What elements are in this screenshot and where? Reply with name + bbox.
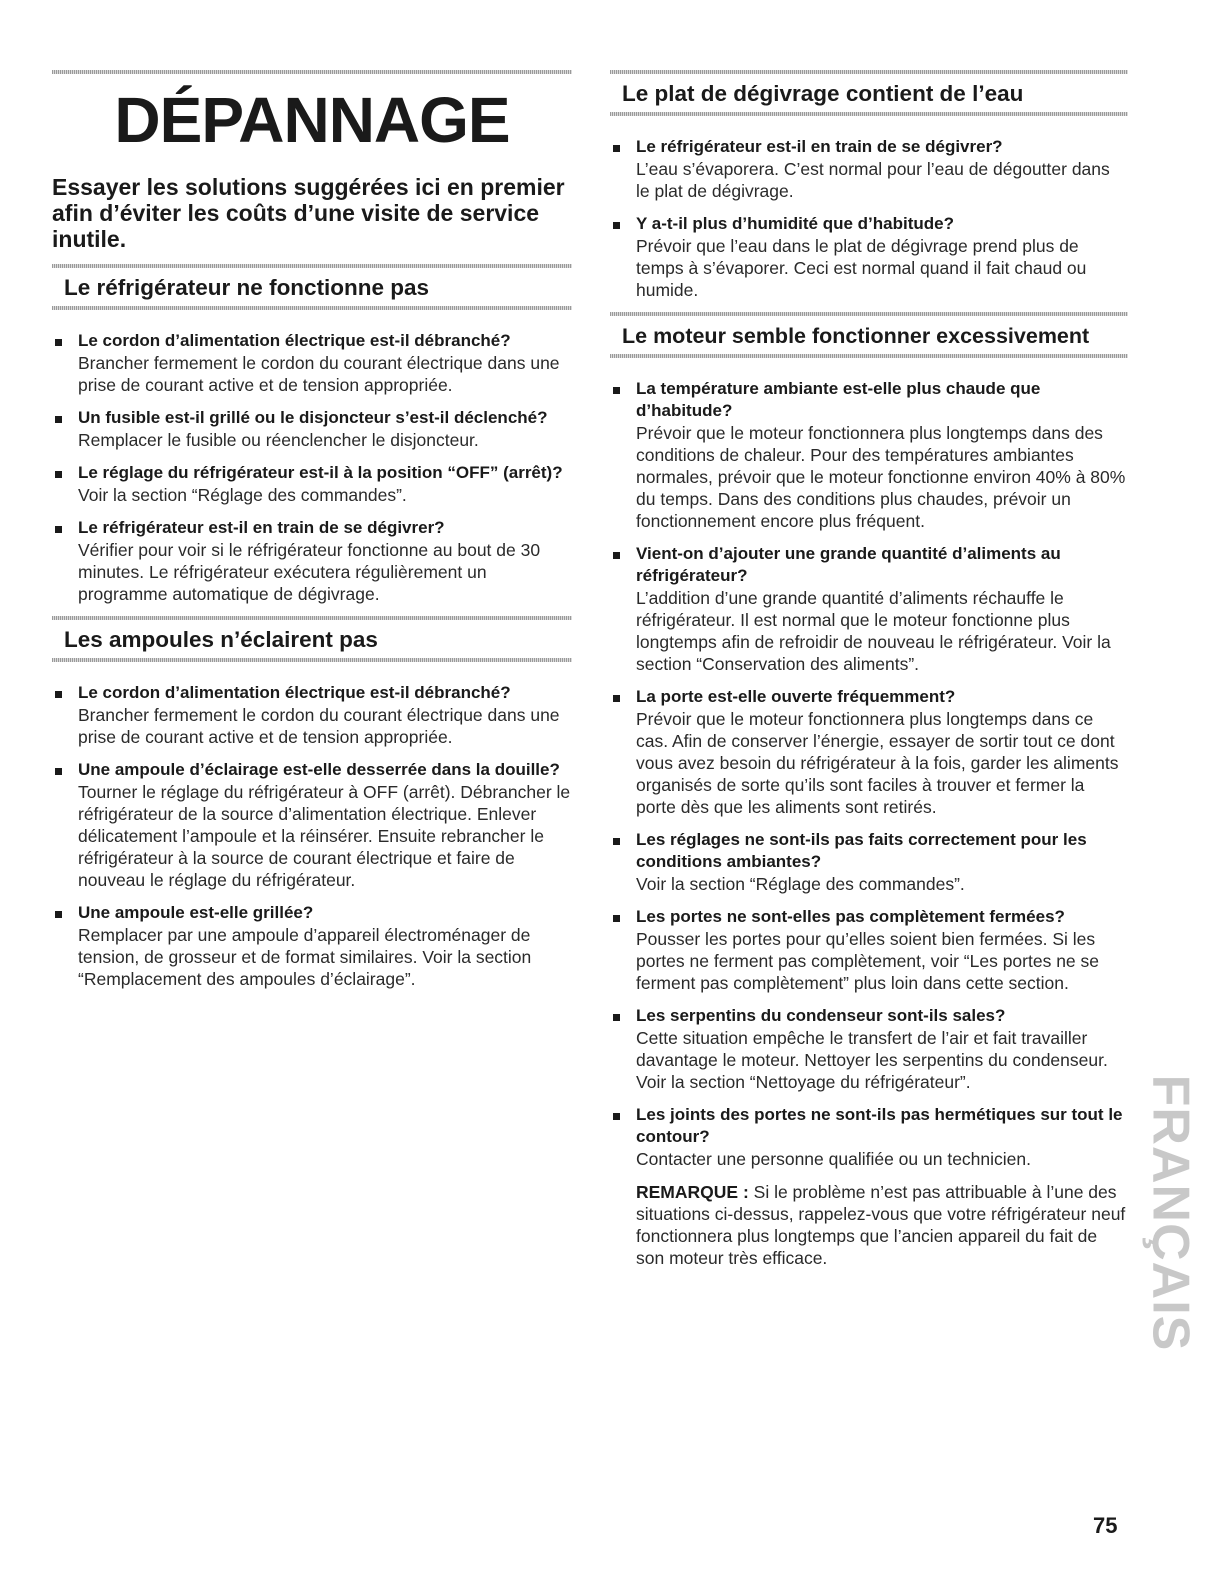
square-bullet-icon [55, 416, 62, 423]
question: Vient-on d’ajouter une grande quantité d’aliments au réfrigérateur? [636, 544, 1061, 585]
list-item [610, 906, 1128, 994]
question: Le réglage du réfrigérateur est-il à la position “OFF” (arrêt)? [78, 463, 563, 482]
square-bullet-icon [55, 768, 62, 775]
section-title: Le moteur semble fonctionner excessivement [622, 324, 1090, 348]
square-bullet-icon [55, 526, 62, 533]
section-moteur-excessif [610, 312, 1128, 1269]
divider [610, 112, 1128, 116]
section-plat-de-degivrage [610, 70, 1128, 301]
section-refrigerateur-ne-fonctionne-pas [52, 264, 572, 605]
list-item [52, 517, 572, 605]
answer: L’addition d’une grande quantité d’aliments réchauffe le réfrigérateur. Il est normal que le moteur fonctionne plus longtemps afin de refroidir de nouveau le réfrigérateur. Voir la section “Conservation des aliments”. [636, 588, 1111, 674]
language-label: FRANÇAIS [1141, 1074, 1200, 1352]
question: La porte est-elle ouverte fréquemment? [636, 687, 956, 706]
answer: Prévoir que le moteur fonctionnera plus longtemps dans ce cas. Afin de conserver l’énergie, essayer de sortir tout ce dont vous avez besoin du réfrigérateur à la fois, garder les aliments organisés de sorte qu’ils sont faciles à trouver et fermer la porte dès que les aliments sont retirés. [636, 709, 1119, 817]
section-title: Le plat de dégivrage contient de l’eau [622, 81, 1024, 106]
question: La température ambiante est-elle plus chaude que d’habitude? [636, 379, 1041, 420]
answer: Brancher fermement le cordon du courant électrique dans une prise de courant active et de tension appropriée. [78, 705, 560, 747]
remarque-note [636, 1181, 1128, 1269]
square-bullet-icon [613, 838, 620, 845]
page-number: 75 [1093, 1513, 1118, 1538]
answer: Cette situation empêche le transfert de l’air et fait travailler davantage le moteur. Nettoyer les serpentins du condenseur. Voir la section “Nettoyage du réfrigérateur”. [636, 1028, 1108, 1092]
note-text: Si le problème n’est pas attribuable à l’une des situations ci-dessus, rappelez-vous que votre réfrigérateur neuf fonctionnera plus longtemps que l’ancien appareil du fait de son moteur très efficace. [636, 1182, 1126, 1268]
left-column [52, 70, 572, 1001]
question: Le cordon d’alimentation électrique est-il débranché? [78, 683, 511, 702]
divider [52, 70, 572, 74]
question: Une ampoule d’éclairage est-elle desserrée dans la douille? [78, 760, 560, 779]
answer: Tourner le réglage du réfrigérateur à OFF (arrêt). Débrancher le réfrigérateur de la source d’alimentation électrique. Enlever délicatement l’ampoule et la réinsérer. Ensuite rebrancher le réfrigérateur à la source de courant électrique et faire de nouveau le réglage du réfrigérateur. [78, 782, 571, 890]
list-item [52, 759, 572, 891]
list-item [52, 407, 572, 451]
list-item [610, 213, 1128, 301]
divider [52, 658, 572, 662]
answer: Voir la section “Réglage des commandes”. [78, 485, 407, 505]
list-item [52, 902, 572, 990]
square-bullet-icon [613, 1014, 620, 1021]
list-item [52, 682, 572, 748]
right-column [610, 70, 1128, 1269]
list-item [610, 686, 1128, 818]
answer: Remplacer le fusible ou réenclencher le disjoncteur. [78, 430, 479, 450]
square-bullet-icon [55, 691, 62, 698]
list-item [610, 829, 1128, 895]
list-item [610, 1104, 1128, 1170]
list-item [610, 543, 1128, 675]
divider [610, 354, 1128, 358]
note-label: REMARQUE : [636, 1182, 749, 1202]
answer: Remplacer par une ampoule d’appareil électroménager de tension, de grosseur et de format similaires. Voir la section “Remplacement des ampoules d’éclairage”. [78, 925, 532, 989]
answer: Contacter une personne qualifiée ou un technicien. [636, 1149, 1031, 1169]
question: Y a-t-il plus d’humidité que d’habitude? [636, 214, 954, 233]
question: Le réfrigérateur est-il en train de se dégivrer? [78, 518, 445, 537]
answer: Prévoir que le moteur fonctionnera plus longtemps dans des conditions de chaleur. Pour des températures ambiantes normales, prévoir que le moteur fonctionne environ 40% à 80% du temps. Dans des conditions plus chaudes, prévoir un fonctionnement encore plus fréquent. [636, 423, 1126, 531]
square-bullet-icon [613, 552, 620, 559]
square-bullet-icon [55, 911, 62, 918]
answer: Brancher fermement le cordon du courant électrique dans une prise de courant active et de tension appropriée. [78, 353, 560, 395]
answer: L’eau s’évaporera. C’est normal pour l’eau de dégoutter dans le plat de dégivrage. [636, 159, 1110, 201]
question: Une ampoule est-elle grillée? [78, 903, 314, 922]
troubleshooting-list [52, 330, 572, 605]
troubleshooting-list [52, 682, 572, 990]
square-bullet-icon [613, 695, 620, 702]
answer: Prévoir que l’eau dans le plat de dégivrage prend plus de temps à s’évaporer. Ceci est normal quand il fait chaud ou humide. [636, 236, 1087, 300]
list-item [52, 462, 572, 506]
square-bullet-icon [55, 339, 62, 346]
question: Les réglages ne sont-ils pas faits correctement pour les conditions ambiantes? [636, 830, 1087, 871]
troubleshooting-list [610, 378, 1128, 1170]
question: Le cordon d’alimentation électrique est-il débranché? [78, 331, 511, 350]
square-bullet-icon [613, 1113, 620, 1120]
section-title: Le réfrigérateur ne fonctionne pas [64, 275, 430, 300]
troubleshooting-list [610, 136, 1128, 301]
list-item [610, 136, 1128, 202]
section-ampoules-n-eclairent-pas [52, 616, 572, 990]
question: Les joints des portes ne sont-ils pas hermétiques sur tout le contour? [636, 1105, 1123, 1146]
page-title: DÉPANNAGE [114, 84, 510, 156]
intro-text: Essayer les solutions suggérées ici en premier afin d’éviter les coûts d’une visite de service inutile. [52, 174, 565, 252]
answer: Voir la section “Réglage des commandes”. [636, 874, 965, 894]
square-bullet-icon [613, 915, 620, 922]
list-item [52, 330, 572, 396]
divider [52, 306, 572, 310]
square-bullet-icon [55, 471, 62, 478]
list-item [610, 1005, 1128, 1093]
language-side-tab [1140, 1074, 1200, 1352]
question: Les serpentins du condenseur sont-ils sales? [636, 1006, 1006, 1025]
square-bullet-icon [613, 145, 620, 152]
square-bullet-icon [613, 222, 620, 229]
question: Les portes ne sont-elles pas complètement fermées? [636, 907, 1065, 926]
answer: Vérifier pour voir si le réfrigérateur fonctionne au bout de 30 minutes. Le réfrigérateur exécutera régulièrement un programme automatique de dégivrage. [78, 540, 541, 604]
question: Le réfrigérateur est-il en train de se dégivrer? [636, 137, 1003, 156]
question: Un fusible est-il grillé ou le disjoncteur s’est-il déclenché? [78, 408, 548, 427]
square-bullet-icon [613, 387, 620, 394]
answer: Pousser les portes pour qu’elles soient bien fermées. Si les portes ne ferment pas complètement, voir “Les portes ne se ferment pas complètement” plus loin dans cette section. [636, 929, 1100, 993]
list-item [610, 378, 1128, 532]
section-title: Les ampoules n’éclairent pas [64, 627, 378, 652]
